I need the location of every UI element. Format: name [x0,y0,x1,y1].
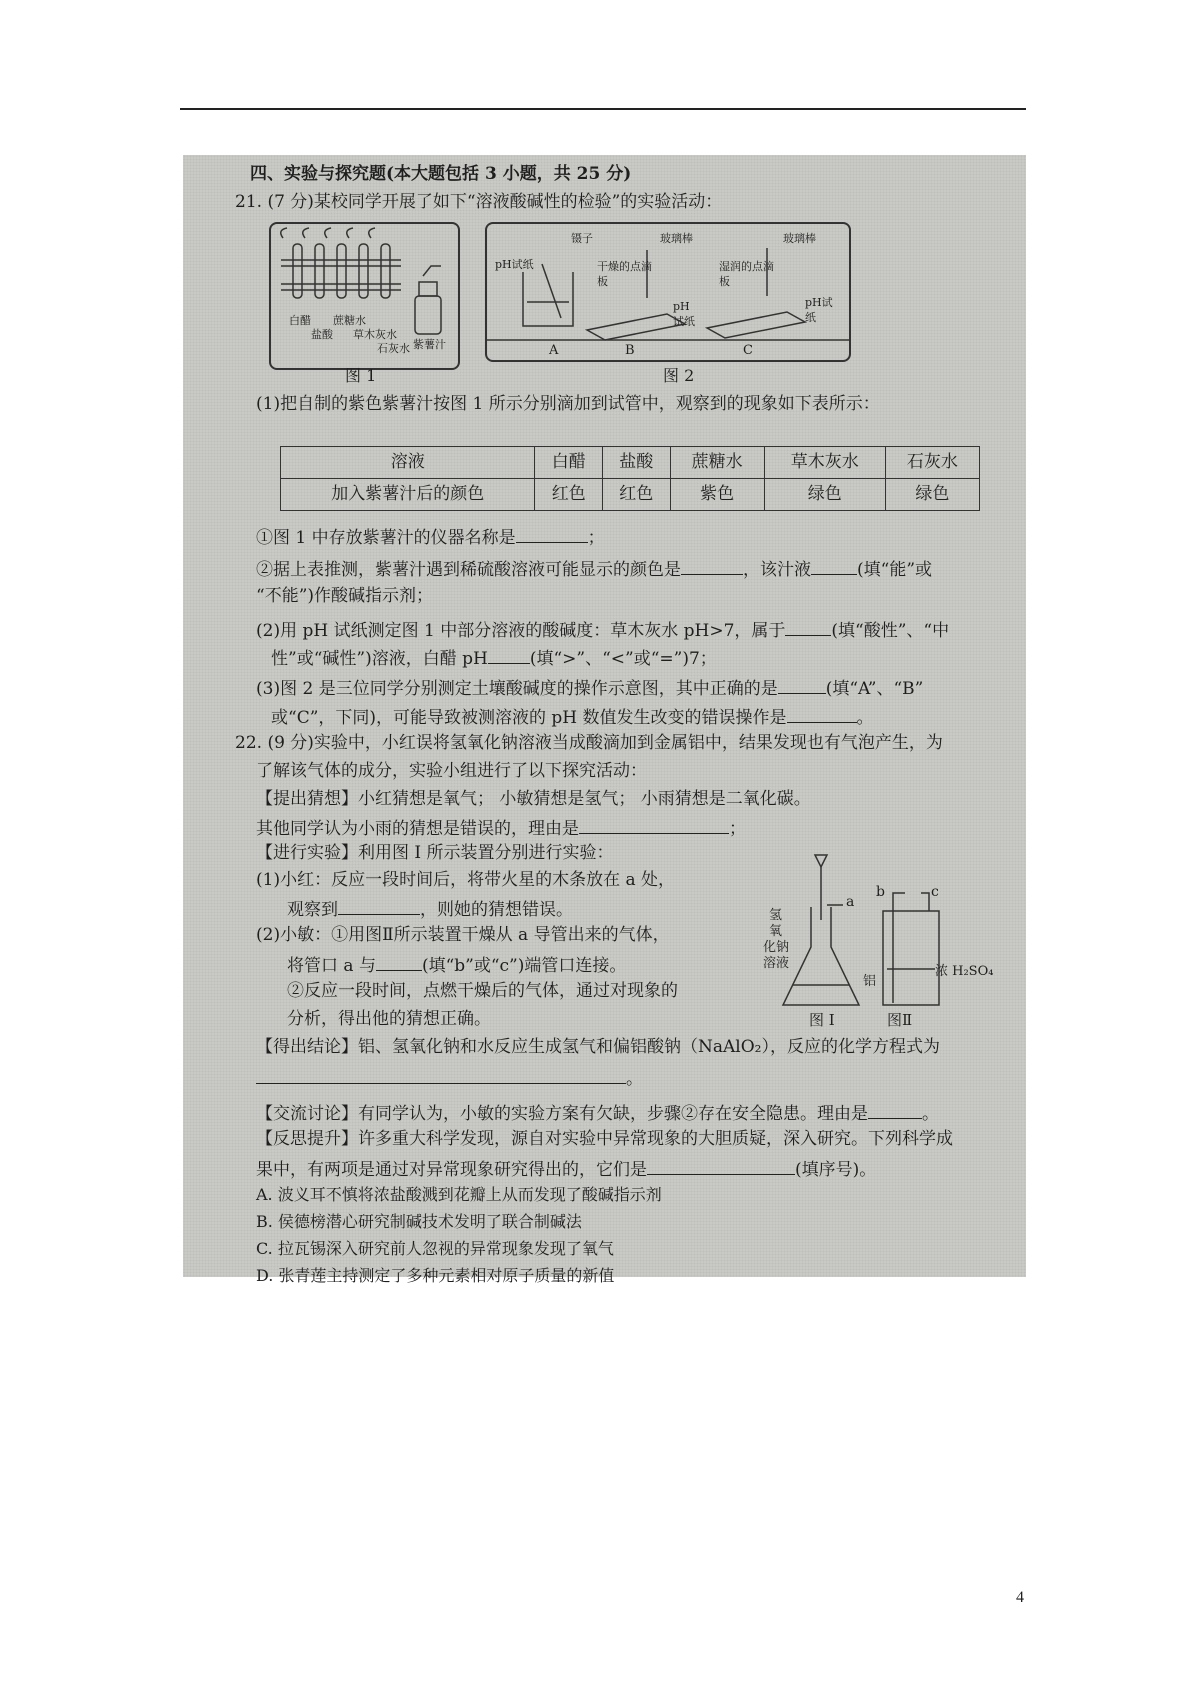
label-wet-plate: 湿润的点滴板 [719,260,774,288]
scanned-exam-region [183,155,1026,1285]
exp2-text: (填“b”或“c”)端管口连接。 [421,955,627,976]
acid-label: 浓 H₂SO₄ [935,964,994,979]
conical-flask-icon [783,907,859,1005]
label-glass-rod: 玻璃棒 [660,232,693,245]
naoh-label: 氧 [769,924,783,939]
tube-label: 白醋 [289,314,311,327]
table-header-row [281,447,980,479]
sub2-text: ，该汁液 [743,559,811,580]
q22-exp2-step2-cont: 分析，得出他的猜想正确。 [287,1009,491,1029]
table-cell: 溶液 [281,447,535,479]
part2-text: (填“酸性”、“中 [831,620,950,641]
q22-exp2: (2)小敏：①用图Ⅱ所示装置干燥从 a 导管出来的气体， [256,925,670,945]
reflection-text: (填序号)。 [795,1159,877,1180]
figure-1-test-tubes [269,222,460,370]
q22-exp1: (1)小红：反应一段时间后，将带火星的木条放在 a 处， [256,870,676,890]
tube-label: 草木灰水 [353,328,397,341]
reflection-text: 果中，有两项是通过对异常现象研究得出的，它们是 [256,1159,647,1180]
answer-blank[interactable] [811,556,857,575]
sub1-end: ； [587,527,605,548]
dropper-icon [281,228,375,238]
answer-blank[interactable] [579,815,729,834]
answer-blank[interactable] [338,896,420,915]
sub2-text: (填“能”或 [857,559,933,580]
part2-text: 性”或“碱性”)溶液，白醋 pH [271,648,488,669]
sub1-text: ①图 1 中存放紫薯汁的仪器名称是 [256,527,516,548]
spot-plate-icon [707,312,805,338]
q22-discussion [256,1100,939,1126]
figure-ii-caption: 图Ⅱ [887,1011,913,1029]
exp1-text: 观察到 [287,899,338,920]
table-cell: 蔗糖水 [670,447,764,479]
observation-table [280,446,980,511]
q21-sub1 [256,524,605,550]
label-ph-paper: pH试纸 [805,296,833,324]
section-header: 四、实验与探究题(本大题包括 3 小题，共 25 分) [250,164,632,184]
label-dry-plate: 干燥的点滴板 [597,260,652,288]
table-cell: 加入紫薯汁后的颜色 [281,479,535,511]
answer-blank[interactable] [488,645,530,664]
part3-text: 。 [856,707,874,728]
table-row [281,479,980,511]
answer-blank[interactable] [376,952,422,971]
tube-label: 石灰水 [377,342,410,355]
answer-blank[interactable] [681,556,743,575]
tube-label: 盐酸 [311,328,333,341]
reason-text: 其他同学认为小雨的猜想是错误的，理由是 [256,818,579,839]
label-glass-rod: 玻璃棒 [783,232,816,245]
q21-intro: 21. (7 分)某校同学开展了如下“溶液酸碱性的检验”的实验活动： [235,192,723,212]
q21-part1: (1)把自制的紫色紫薯汁按图 1 所示分别滴加到试管中，观察到的现象如下表所示： [256,394,880,414]
table-cell: 草木灰水 [764,447,885,479]
sub2-text: ②据上表推测，紫薯汁遇到稀硫酸溶液可能显示的颜色是 [256,559,681,580]
answer-blank[interactable] [256,1065,626,1084]
q22-reflection-cont [256,1156,876,1182]
panel-a-label: A [549,343,559,358]
naoh-label: 溶液 [763,956,790,971]
q22-intro-cont: 了解该气体的成分，实验小组进行了以下探究活动： [256,761,647,781]
discussion-end: 。 [922,1103,939,1124]
panel-c-label: C [743,343,753,358]
answer-blank[interactable] [785,617,831,636]
aluminum-label: 铝 [863,974,877,989]
q22-exp1-cont [287,896,573,922]
part3-text: (填“A”、“B” [825,678,924,699]
naoh-label: 氢 [769,908,783,923]
q22-exp2-cont [287,952,626,978]
answer-blank[interactable] [868,1100,922,1119]
q21-part3 [256,675,923,701]
exp1-text: ，则她的猜想错误。 [420,899,573,920]
label-c: c [931,884,939,900]
q22-reflection: 【反思提升】许多重大科学发现，源自对实验中异常现象的大胆质疑，深入研究。下列科学成 [256,1129,953,1149]
exp2-text: 将管口 a 与 [287,955,376,976]
option-a: A. 波义耳不慎将浓盐酸溅到花瓣上从而发现了酸碱指示剂 [256,1185,662,1204]
spot-plate-icon [587,314,685,340]
discussion-text: 【交流讨论】有同学认为，小敏的实验方案有欠缺，步骤②存在安全隐患。理由是 [256,1103,868,1124]
table-cell: 盐酸 [602,447,670,479]
reason-end: ； [729,818,746,839]
answer-blank[interactable] [778,675,826,694]
q22-hypothesis: 【提出猜想】小红猜想是氧气； 小敏猜想是氢气； 小雨猜想是二氧化碳。 [256,789,811,809]
part3-text: 或“C”，下同)，可能导致被测溶液的 pH 数值发生改变的错误操作是 [271,707,787,728]
panel-b-label: B [625,343,635,358]
q21-sub2-cont: “不能”)作酸碱指示剂； [256,586,434,606]
conclusion-end: 。 [626,1068,643,1089]
naoh-label: 化钠 [763,940,790,955]
page-number: 4 [1016,1589,1024,1606]
table-cell: 红色 [602,479,670,511]
answer-blank[interactable] [787,704,857,723]
q21-sub2 [256,556,932,582]
tube-label: 蔗糖水 [333,314,366,327]
q22-experiment: 【进行实验】利用图 I 所示装置分别进行实验： [256,843,614,863]
label-ph-paper: pH试纸 [495,258,534,271]
table-cell: 石灰水 [885,447,979,479]
table-cell: 紫色 [670,479,764,511]
funnel-icon [815,855,827,867]
gas-bottle-icon [883,911,939,1005]
q22-exp2-step2: ②反应一段时间，点燃干燥后的气体，通过对现象的 [287,981,678,1001]
figure-2-ph-test [485,222,851,362]
q21-part3-cont [271,704,874,730]
option-b: B. 侯德榜潜心研究制碱技术发明了联合制碱法 [256,1212,582,1231]
bottle-label: 紫薯汁 [413,338,446,351]
option-c: C. 拉瓦锡深入研究前人忽视的异常现象发现了氧气 [256,1239,614,1258]
figure-2-caption: 图 2 [663,366,695,385]
header-rule [180,108,1026,110]
q22-equation-line [256,1065,643,1091]
table-cell: 白醋 [535,447,603,479]
q22-reason [256,815,746,841]
label-tweezers: 镊子 [571,232,593,245]
table-cell: 绿色 [764,479,885,511]
label-b: b [876,884,885,900]
table-cell: 绿色 [885,479,979,511]
q21-part2-cont [271,645,717,671]
part2-text: (2)用 pH 试纸测定图 1 中部分溶液的酸碱度：草木灰水 pH>7，属于 [256,620,786,641]
part3-text: (3)图 2 是三位同学分别测定土壤酸碱度的操作示意图，其中正确的是 [256,678,778,699]
label-ph-paper: pH试纸 [673,300,695,328]
label-a: a [846,894,855,910]
figure-i-caption: 图 I [809,1011,835,1029]
q21-part2 [256,617,949,643]
option-d: D. 张青莲主持测定了多种元素相对原子质量的新值 [256,1266,615,1285]
table-cell: 红色 [535,479,603,511]
answer-blank[interactable] [647,1156,795,1175]
q22-conclusion: 【得出结论】铝、氢氧化钠和水反应生成氢气和偏铝酸钠（NaAlO₂），反应的化学方程式为 [256,1037,940,1057]
q22-intro: 22. (9 分)实验中，小红误将氢氧化钠溶液当成酸滴加到金属铝中，结果发现也有气泡产生，为 [235,733,943,753]
figure-1-caption: 图 1 [345,366,377,385]
part2-text: (填“>”、“<”或“=”)7； [529,648,717,669]
answer-blank[interactable] [516,524,588,543]
